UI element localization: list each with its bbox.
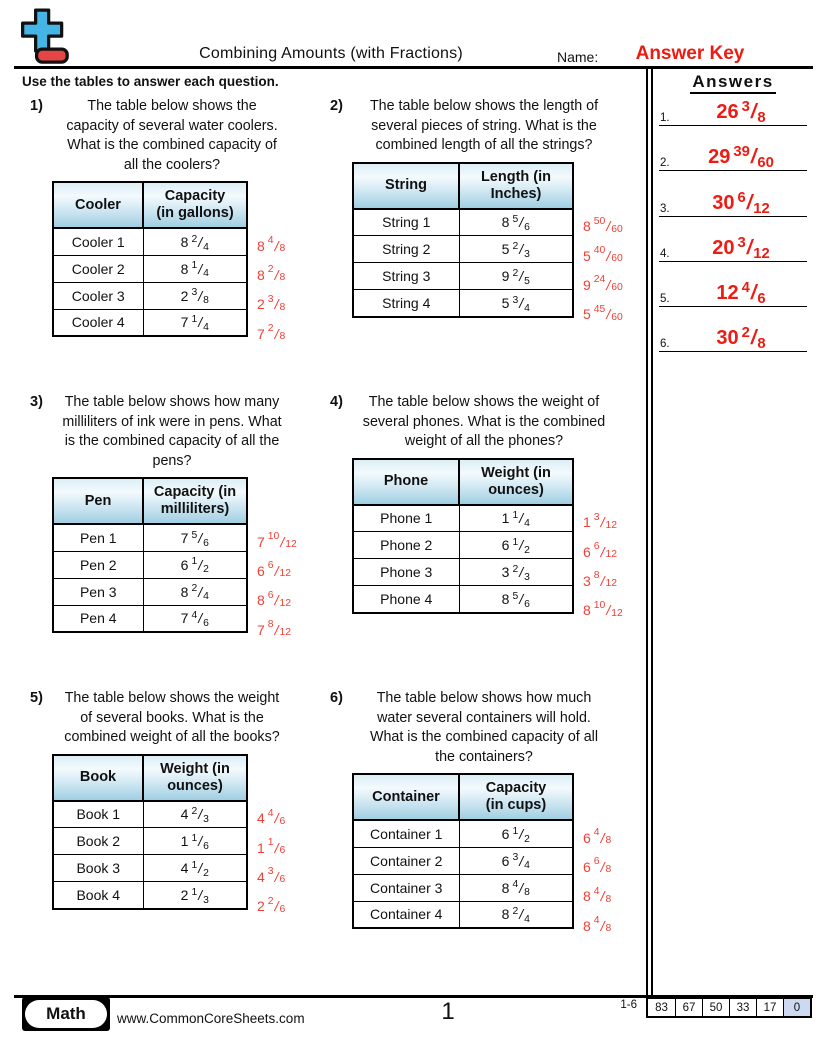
- answer-value: 30 $^6/_{12}$: [712, 189, 770, 218]
- question-line: weight of all the phones?: [404, 433, 564, 449]
- data-table: [352, 162, 574, 318]
- table-cell-value: 4 $^1/_2$: [143, 855, 247, 882]
- table-cell-label: Pen 1: [53, 524, 143, 551]
- plus-icon: [23, 10, 62, 51]
- question-line: The table below shows how many: [64, 394, 280, 410]
- table-head: [353, 774, 573, 820]
- table-cell-label: Cooler 4: [53, 309, 143, 336]
- table-header-cell: String: [353, 163, 459, 209]
- table-header-cell: Pen: [53, 478, 143, 524]
- table-header-row: [53, 755, 247, 801]
- question-line: combined weight of all the books?: [64, 729, 280, 745]
- plus-minus-icon: [18, 6, 70, 68]
- row-answer: 8 4 / 8: [583, 915, 612, 935]
- table-row: [53, 882, 247, 909]
- row-answer: 5 45 / 60: [583, 303, 623, 323]
- table-header-cell: Container: [353, 774, 459, 820]
- table-row: [53, 828, 247, 855]
- question-line: The table below shows how much: [376, 690, 592, 706]
- answer-item: [659, 319, 807, 352]
- table-cell-value: 6 $^1/_2$: [459, 532, 573, 559]
- table-cell-value: 7 $^4/_6$: [143, 605, 247, 632]
- row-answer: 8 6 / 12: [257, 589, 291, 609]
- answer-key-text: Answer Key: [635, 43, 745, 64]
- table-cell-label: Book 2: [53, 828, 143, 855]
- score-cells: [646, 997, 812, 1018]
- table-body: [353, 209, 573, 317]
- problem: [22, 688, 322, 984]
- answer-item: [659, 229, 807, 262]
- problem: [22, 392, 322, 688]
- answers-heading-label: Answers: [690, 72, 775, 94]
- table-header-cell: Cooler: [53, 182, 143, 228]
- table-head: [353, 163, 573, 209]
- name-label: Name:: [557, 49, 599, 65]
- table-row: [353, 820, 573, 847]
- table-header-cell: Phone: [353, 459, 459, 505]
- question-line: several phones. What is the combined: [362, 413, 606, 430]
- table-cell-label: String 4: [353, 290, 459, 317]
- row-answer: 6 6 / 12: [257, 560, 291, 580]
- score-cell: 67: [675, 999, 702, 1016]
- row-answer: 1 1 / 6: [257, 836, 286, 856]
- table-cell-value: 8 $^5/_6$: [459, 209, 573, 236]
- answer-number: 6.: [660, 338, 670, 350]
- table-row: [353, 209, 573, 236]
- table-area: [352, 773, 646, 941]
- table-header-row: [53, 182, 247, 228]
- table-row: [353, 559, 573, 586]
- table-area: [352, 458, 646, 626]
- table-row: [53, 578, 247, 605]
- table-cell-value: 2 $^3/_8$: [143, 282, 247, 309]
- row-answer: 8 10 / 12: [583, 599, 623, 619]
- row-answer: 1 3 / 12: [583, 511, 617, 531]
- question-line: water several containers will hold.: [377, 709, 591, 726]
- table-cell-label: Cooler 1: [53, 228, 143, 255]
- table-cell-value: 1 $^1/_4$: [459, 505, 573, 532]
- table-header-cell: Weight (in ounces): [143, 755, 247, 801]
- table-row: [53, 282, 247, 309]
- table-row: [353, 236, 573, 263]
- data-table: [352, 773, 574, 929]
- table-cell-value: 4 $^2/_3$: [143, 801, 247, 828]
- table-body: [53, 228, 247, 336]
- answer-number: 2.: [660, 157, 670, 169]
- answer-item: [659, 138, 807, 171]
- question-line: all the coolers?: [123, 156, 221, 173]
- row-answer: 8 4 / 8: [257, 235, 286, 255]
- table-row: [353, 901, 573, 928]
- table-row: [353, 505, 573, 532]
- table-row: [53, 801, 247, 828]
- table-cell-value: 8 $^1/_4$: [143, 255, 247, 282]
- answer-item: [659, 274, 807, 307]
- instructions: Use the tables to answer each question.: [22, 74, 279, 89]
- row-answer: 8 2 / 8: [257, 264, 286, 284]
- row-answer: 8 50 / 60: [583, 215, 623, 235]
- table-cell-label: Container 3: [353, 874, 459, 901]
- question-line: capacity of several water coolers.: [66, 117, 278, 134]
- question-line: is the combined capacity of all the: [64, 433, 280, 449]
- table-cell-value: 8 $^2/_4$: [143, 228, 247, 255]
- question-line: The table below shows the: [87, 98, 257, 114]
- problem-question: [353, 393, 615, 452]
- table-cell-label: Book 4: [53, 882, 143, 909]
- answer-value: 26 $^3/_8$: [716, 98, 766, 127]
- row-answer: 4 4 / 6: [257, 807, 286, 827]
- table-body: [53, 524, 247, 632]
- table-row: [53, 855, 247, 882]
- problem-number: 3): [30, 394, 43, 410]
- table-row: [53, 551, 247, 578]
- problem-question: [353, 689, 615, 767]
- table-header-row: [353, 459, 573, 505]
- converted-answers: [583, 458, 623, 626]
- table-cell-label: Container 2: [353, 847, 459, 874]
- row-answer: 9 24 / 60: [583, 274, 623, 294]
- table-cell-value: 3 $^2/_3$: [459, 559, 573, 586]
- table-cell-value: 8 $^4/_8$: [459, 874, 573, 901]
- table-row: [53, 255, 247, 282]
- problem-question: [41, 97, 303, 175]
- math-badge-label: Math: [25, 1000, 107, 1028]
- table-row: [353, 586, 573, 613]
- table-area: [352, 162, 646, 330]
- table-head: [53, 755, 247, 801]
- table-cell-label: String 3: [353, 263, 459, 290]
- table-cell-value: 8 $^2/_4$: [143, 578, 247, 605]
- data-table: [52, 181, 248, 337]
- table-cell-label: Phone 4: [353, 586, 459, 613]
- table-cell-value: 6 $^3/_4$: [459, 847, 573, 874]
- problem: [322, 688, 646, 984]
- commoncoresheets-logo: [18, 6, 70, 73]
- row-answer: 2 3 / 8: [257, 293, 286, 313]
- question-line: the containers?: [435, 748, 533, 765]
- question-line: of several books. What is the: [80, 709, 264, 726]
- table-row: [353, 847, 573, 874]
- table-head: [353, 459, 573, 505]
- table-cell-label: Container 1: [353, 820, 459, 847]
- problem-number: 6): [330, 690, 343, 706]
- table-row: [353, 532, 573, 559]
- converted-answers: [257, 477, 297, 645]
- score-range-label: 1-6: [620, 999, 637, 1011]
- converted-answers: [583, 162, 623, 330]
- row-answer: 7 8 / 12: [257, 619, 291, 639]
- data-table: [52, 477, 248, 633]
- math-badge: [22, 997, 110, 1031]
- page-number: 1: [441, 998, 455, 1025]
- converted-answers: [583, 773, 611, 941]
- table-cell-label: String 2: [353, 236, 459, 263]
- table-body: [53, 801, 247, 909]
- row-answer: 6 6 / 8: [583, 856, 612, 876]
- table-cell-label: Phone 3: [353, 559, 459, 586]
- table-cell-value: 1 $^1/_6$: [143, 828, 247, 855]
- table-row: [353, 263, 573, 290]
- table-cell-value: 6 $^1/_2$: [459, 820, 573, 847]
- question-line: several pieces of string. What is the: [371, 117, 597, 134]
- table-head: [53, 182, 247, 228]
- table-cell-value: 6 $^1/_2$: [143, 551, 247, 578]
- answer-number: 1.: [660, 112, 670, 124]
- table-body: [353, 505, 573, 613]
- data-table: [352, 458, 574, 614]
- score-cell: 33: [729, 999, 756, 1016]
- row-answer: 7 2 / 8: [257, 323, 286, 343]
- table-cell-value: 9 $^2/_5$: [459, 263, 573, 290]
- table-cell-label: Pen 3: [53, 578, 143, 605]
- problem-question: [41, 689, 303, 748]
- problem-question: [41, 393, 303, 471]
- table-cell-label: Pen 2: [53, 551, 143, 578]
- problem-number: 1): [30, 98, 43, 114]
- table-cell-value: 7 $^1/_4$: [143, 309, 247, 336]
- table-row: [53, 524, 247, 551]
- problem-number: 2): [330, 98, 343, 114]
- table-header-row: [353, 774, 573, 820]
- question-line: The table below shows the weight of: [368, 394, 600, 410]
- table-area: [52, 754, 322, 922]
- table-cell-label: Container 4: [353, 901, 459, 928]
- table-row: [53, 605, 247, 632]
- table-cell-label: Book 1: [53, 801, 143, 828]
- row-answer: 3 8 / 12: [583, 570, 617, 590]
- row-answer: 5 40 / 60: [583, 244, 623, 264]
- answers-heading: [658, 72, 808, 92]
- question-line: pens?: [152, 452, 192, 469]
- table-cell-value: 5 $^3/_4$: [459, 290, 573, 317]
- answer-value: 12 $^4/_6$: [716, 279, 766, 308]
- converted-answers: [257, 754, 285, 922]
- row-answer: 6 6 / 12: [583, 540, 617, 560]
- answer-number: 3.: [660, 203, 670, 215]
- table-header-cell: Book: [53, 755, 143, 801]
- answer-number: 5.: [660, 293, 670, 305]
- problem-question: [353, 97, 615, 156]
- question-line: combined length of all the strings?: [375, 137, 593, 153]
- problem: [322, 392, 646, 688]
- answer-value: 30 $^2/_8$: [716, 324, 766, 353]
- problem-number: 5): [30, 690, 43, 706]
- table-area: [52, 181, 322, 349]
- question-line: What is the combined capacity of: [67, 137, 277, 153]
- table-header-cell: Capacity (in gallons): [143, 182, 247, 228]
- answer-value: 29 $^{39}/_{60}$: [708, 143, 774, 172]
- table-cell-value: 8 $^2/_4$: [459, 901, 573, 928]
- converted-answers: [257, 181, 285, 349]
- table-cell-label: Phone 1: [353, 505, 459, 532]
- table-row: [353, 290, 573, 317]
- header-rule: [14, 66, 813, 69]
- table-header-row: [353, 163, 573, 209]
- row-answer: 4 3 / 6: [257, 866, 286, 886]
- table-row: [353, 874, 573, 901]
- table-cell-label: Cooler 2: [53, 255, 143, 282]
- score-cell: 0: [783, 999, 810, 1016]
- question-line: What is the combined capacity of all: [369, 729, 599, 745]
- problem-number: 4): [330, 394, 343, 410]
- table-cell-label: Pen 4: [53, 605, 143, 632]
- answers-divider: [646, 69, 653, 995]
- table-cell-label: Cooler 3: [53, 282, 143, 309]
- table-header-cell: Capacity (in cups): [459, 774, 573, 820]
- question-line: The table below shows the length of: [369, 98, 599, 114]
- table-cell-label: Book 3: [53, 855, 143, 882]
- question-line: The table below shows the weight: [64, 690, 280, 706]
- table-head: [53, 478, 247, 524]
- score-strip: [620, 997, 812, 1018]
- answer-item: [659, 93, 807, 126]
- table-header-cell: Capacity (in milliliters): [143, 478, 247, 524]
- table-row: [53, 228, 247, 255]
- problem: [22, 96, 322, 392]
- answer-value: 20 $^3/_{12}$: [712, 234, 770, 263]
- page-title: Combining Amounts (with Fractions): [199, 45, 463, 62]
- score-cell: 17: [756, 999, 783, 1016]
- table-cell-label: String 1: [353, 209, 459, 236]
- table-header-row: [53, 478, 247, 524]
- table-header-cell: Length (in Inches): [459, 163, 573, 209]
- minus-icon: [37, 49, 68, 62]
- row-answer: 8 4 / 8: [583, 885, 612, 905]
- row-answer: 7 10 / 12: [257, 531, 297, 551]
- answer-number: 4.: [660, 248, 670, 260]
- table-cell-value: 5 $^2/_3$: [459, 236, 573, 263]
- data-table: [52, 754, 248, 910]
- table-body: [353, 820, 573, 928]
- score-cell: 83: [648, 999, 675, 1016]
- table-cell-value: 8 $^5/_6$: [459, 586, 573, 613]
- problems-grid: [22, 96, 646, 984]
- answer-item: [659, 184, 807, 217]
- table-cell-label: Phone 2: [353, 532, 459, 559]
- table-cell-value: 2 $^1/_3$: [143, 882, 247, 909]
- problem: [322, 96, 646, 392]
- table-header-cell: Weight (in ounces): [459, 459, 573, 505]
- score-cell: 50: [702, 999, 729, 1016]
- table-row: [53, 309, 247, 336]
- row-answer: 2 2 / 6: [257, 895, 286, 915]
- question-line: milliliters of ink were in pens. What: [62, 413, 282, 430]
- site-url: www.CommonCoreSheets.com: [117, 1011, 305, 1026]
- table-area: [52, 477, 322, 645]
- table-cell-value: 7 $^5/_6$: [143, 524, 247, 551]
- row-answer: 6 4 / 8: [583, 827, 612, 847]
